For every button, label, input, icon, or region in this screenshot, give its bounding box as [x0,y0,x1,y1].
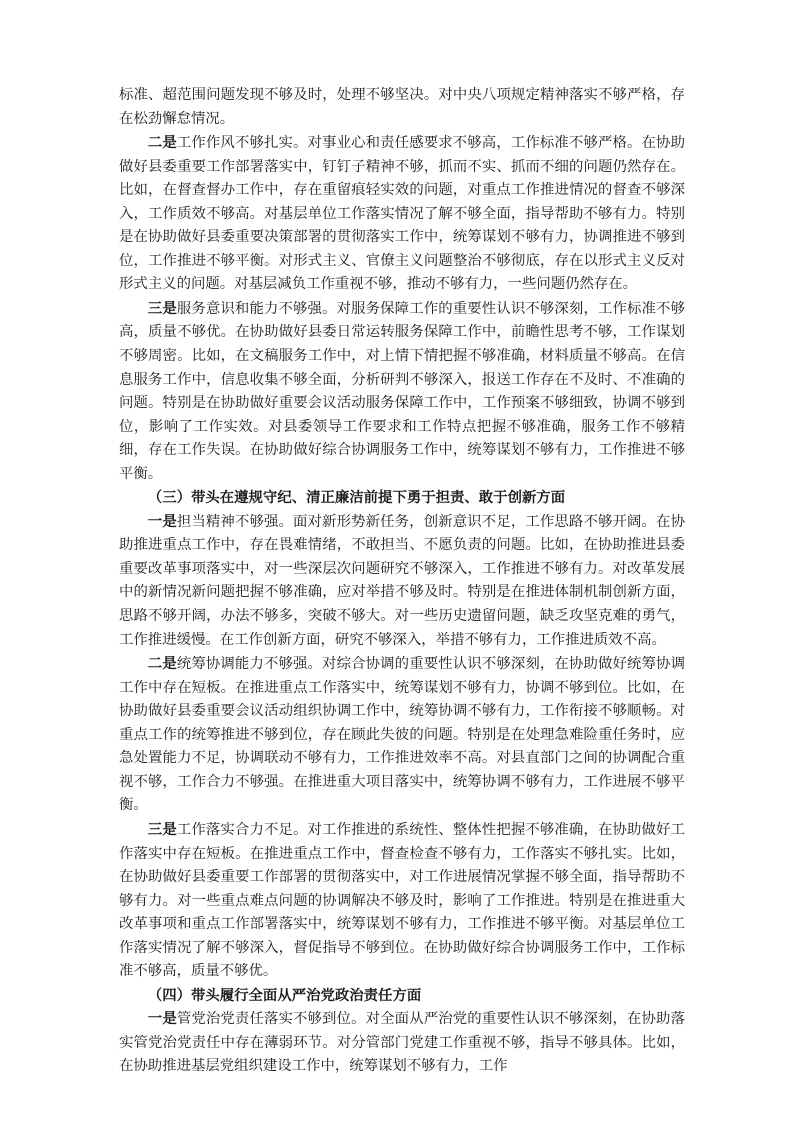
paragraph-lead: 三是 [147,299,177,317]
body-paragraph [119,818,685,984]
body-paragraph [119,510,685,652]
paragraph-text: 工作作风不够扎实。对事业心和责任感要求不够高，工作标准不够严格。在协助做好县委重要工作部署落实中，钉钉子精神不够，抓而不实、抓而不细的问题仍然存在。比如，在督查督办工作中，存在重留痕轻实效的问题，对重点工作推进情况的督查不够深入，工作质效不够高。对基层单位工作落实情况了解不够全面，指导帮助不够有力。特别是在协助做好县委重要决策部署的贯彻落实工作中，统筹谋划不够有力，协调推进不够到位，工作推进不够平衡。对形式主义、官僚主义问题整治不够彻底，存在以形式主义反对形式主义的问题。对基层减负工作重视不够，推动不够有力，一些问题仍然存在。 [119,135,685,293]
section-heading: （三）带头在遵规守纪、清正廉洁前提下勇于担责、敢于创新方面 [147,489,566,507]
paragraph-lead: 一是 [147,512,177,530]
paragraph-text: 标准、超范围问题发现不够及时，处理不够坚决。对中央八项规定精神落实不够严格，存在松劲懈怠情况。 [119,87,685,127]
paragraph-text: 管党治党责任落实不够到位。对全面从严治党的重要性认识不够深刻，在协助落实管党治党责任中存在薄弱环节。对分管部门党建工作重视不够，指导不够具体。比如，在协助推进基层党组织建设工作中，统筹谋划不够有力，工作 [119,1011,685,1075]
continued-paragraph [119,84,685,131]
document-page [119,84,685,1079]
paragraph-text: 统筹协调能力不够强。对综合协调的重要性认识不够深刻，在协助做好统筹协调工作中存在短板。在推进重点工作落实中，统筹谋划不够有力，协调不够到位。比如，在协助做好县委重要会议活动组织协调工作中，统筹协调不够有力，工作衔接不够顺畅。对重点工作的统筹推进不够到位，存在顾此失彼的问题。特别是在处理急难险重任务时，应急处置能力不足，协调联动不够有力，工作推进效率不高。对县直部门之间的协调配合重视不够，工作合力不够强。在推进重大项目落实中，统筹协调不够有力，工作进展不够平衡。 [119,656,685,814]
section-heading: （四）带头履行全面从严治党政治责任方面 [147,986,422,1004]
paragraph-lead: 二是 [147,134,177,152]
body-paragraph [119,652,685,818]
paragraph-text: 服务意识和能力不够强。对服务保障工作的重要性认识不够深刻，工作标准不够高，质量不够优。在协助做好县委日常运转服务保障工作中，前瞻性思考不够，工作谋划不够周密。比如，在文稿服务工作中，对上情下情把握不够准确，材料质量不够高。在信息服务工作中，信息收集不够全面，分析研判不够深入，报送工作存在不及时、不准确的问题。特别是在协助做好重要会议活动服务保障工作中，工作预案不够细致，协调不够到位，影响了工作实效。对县委领导工作要求和工作特点把握不够准确，服务工作不够精细，存在工作失误。在协助做好综合协调服务工作中，统筹谋划不够有力，工作推进不够平衡。 [119,300,685,482]
paragraph-lead: 二是 [147,655,177,673]
paragraph-text: 工作落实合力不足。对工作推进的系统性、整体性把握不够准确，在协助做好工作落实中存在短板。在推进重点工作中，督查检查不够有力，工作落实不够扎实。比如，在协助做好县委重要工作部署的贯彻落实中，对工作进展情况掌握不够全面，指导帮助不够有力。对一些重点难点问题的协调解决不够及时，影响了工作推进。特别是在推进重大改革事项和重点工作部署落实中，统筹谋划不够有力，工作推进不够平衡。对基层单位工作落实情况了解不够深入，督促指导不够到位。在协助做好综合协调服务工作中，工作标准不够高，质量不够优。 [119,821,685,980]
paragraph-lead: 三是 [147,820,177,838]
body-paragraph [119,297,685,486]
paragraph-text: 担当精神不够强。面对新形势新任务，创新意识不足，工作思路不够开阔。在协助推进重点工作中，存在畏难情绪，不敢担当、不愿负责的问题。比如，在协助推进县委重要改革事项落实中，对一些深层次问题研究不够深入，工作推进不够有力。对改革发展中的新情况新问题把握不够准确，应对举措不够及时。特别是在推进体制机制创新方面，思路不够开阔，办法不够多，突破不够大。对一些历史遗留问题，缺乏攻坚克难的勇气，工作推进缓慢。在工作创新方面，研究不够深入，举措不够有力，工作推进质效不高。 [119,513,685,648]
body-paragraph [119,1007,685,1079]
body-paragraph [119,131,685,297]
paragraph-lead: 一是 [147,1010,177,1028]
